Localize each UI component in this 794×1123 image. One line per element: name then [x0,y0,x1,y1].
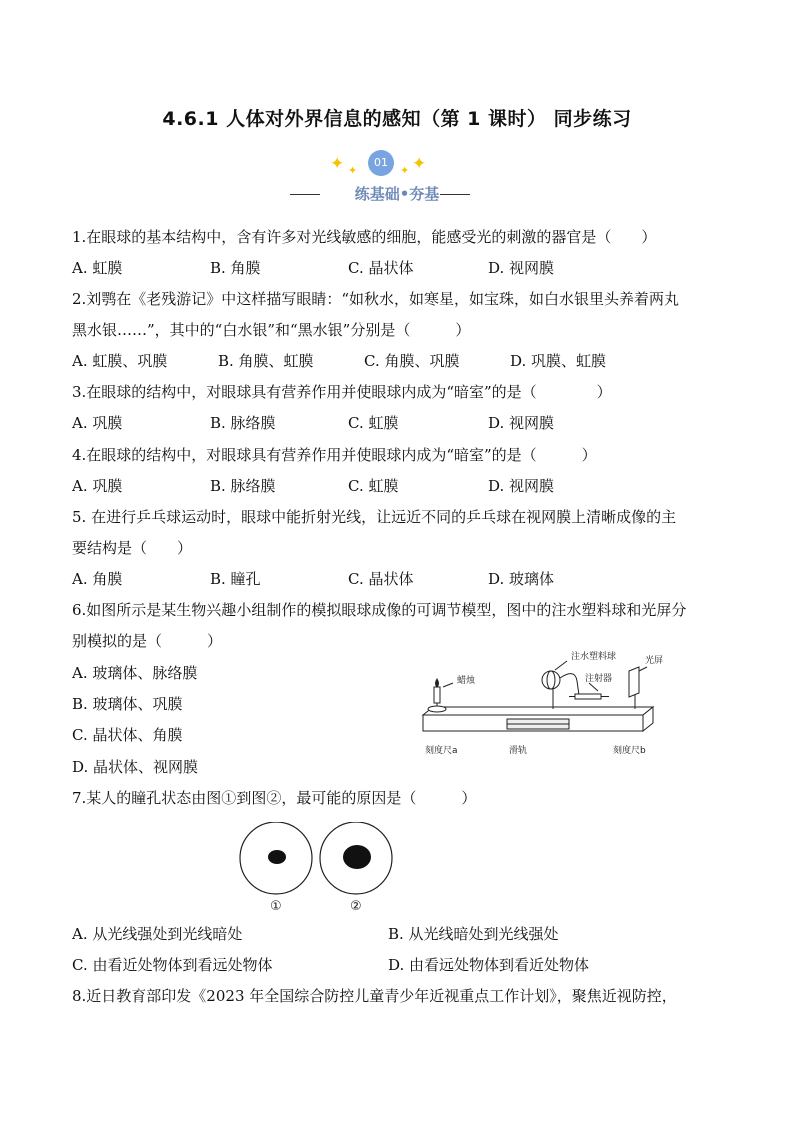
option-b: B. 脉络膜 [210,414,276,432]
option-a: A. 巩膜 [72,477,123,495]
option-c: C. 晶状体、角膜 [72,726,183,744]
option-a: A. 从光线强处到光线暗处 [72,925,243,943]
question-2-line-2: 黑水银……”，其中的“白水银”和“黑水银”分别是（ ） [72,321,471,339]
star-icon: ✦ [412,154,427,174]
label-track: 滑轨 [509,746,528,756]
option-d: D. 巩膜、虹膜 [510,352,607,370]
figure-label-1: ① [270,899,282,914]
question-1: 1.在眼球的基本结构中，含有许多对光线敏感的细胞，能感受光的刺激的器官是（ ） [72,228,657,246]
option-a: A. 虹膜 [72,259,123,277]
page-title: 4.6.1 人体对外界信息的感知（第 1 课时） 同步练习 [162,108,632,130]
option-d: D. 玻璃体 [488,570,555,588]
option-b: B. 玻璃体、巩膜 [72,695,183,713]
option-d: D. 视网膜 [488,259,555,277]
question-3: 3.在眼球的结构中，对眼球具有营养作用并使眼球内成为“暗室”的是（ ） [72,383,612,401]
option-c: C. 虹膜 [348,477,399,495]
option-a: A. 玻璃体、脉络膜 [72,664,198,682]
option-c: C. 由看近处物体到看远处物体 [72,956,273,974]
question-5-line-1: 5. 在进行乒乓球运动时，眼球中能折射光线，让远近不同的乒乓球在视网膜上清晰成像的主 [72,508,677,526]
option-b: B. 角膜 [210,259,261,277]
label-ruler-b: 刻度尺b [613,746,646,756]
question-6-line-2: 别模拟的是（ ） [72,632,223,650]
option-c: C. 晶状体 [348,570,414,588]
figure-label-2: ② [350,899,362,914]
option-c: C. 虹膜 [348,414,399,432]
section-label: 练基础•夯基 [354,185,440,203]
question-6-line-1: 6.如图所示是某生物兴趣小组制作的模拟眼球成像的可调节模型，图中的注水塑料球和光屏分 [72,601,687,619]
option-a: A. 巩膜 [72,414,123,432]
question-4: 4.在眼球的结构中，对眼球具有营养作用并使眼球内成为“暗室”的是（ ） [72,446,597,464]
option-a: A. 角膜 [72,570,123,588]
label-screen: 光屏 [645,656,664,666]
option-c: C. 晶状体 [348,259,414,277]
question-8: 8.近日教育部印发《2023 年全国综合防控儿童青少年近视重点工作计划》，聚焦近视防控， [72,987,677,1005]
divider [440,194,470,195]
option-d: D. 视网膜 [488,414,555,432]
option-b: B. 从光线暗处到光线强处 [388,925,559,943]
option-b: B. 角膜、虹膜 [218,352,314,370]
option-c: C. 角膜、巩膜 [364,352,460,370]
section-number: 01 [368,150,394,176]
label-ball: 注水塑料球 [571,652,617,662]
section-badge [330,148,430,182]
question-2-line-1: 2.刘鹗在《老残游记》中这样描写眼睛：“如秋水，如寒星，如宝珠，如白水银里头养着两丸 [72,290,679,308]
pupil-figure [238,822,400,916]
option-b: B. 瞳孔 [210,570,261,588]
label-syringe: 注射器 [585,674,613,684]
star-icon: ✦ [330,154,345,174]
option-a: A. 虹膜、巩膜 [72,352,168,370]
label-ruler-a: 刻度尺a [425,746,458,756]
question-5-line-2: 要结构是（ ） [72,539,193,557]
label-candle: 蜡烛 [457,676,476,686]
question-7: 7.某人的瞳孔状态由图①到图②，最可能的原因是（ ） [72,789,477,807]
star-icon: ✦ [348,164,358,177]
eye-model-figure [415,643,665,770]
option-d: D. 视网膜 [488,477,555,495]
option-b: B. 脉络膜 [210,477,276,495]
star-icon: ✦ [400,164,410,177]
option-d: D. 由看远处物体到看近处物体 [388,956,590,974]
option-d: D. 晶状体、视网膜 [72,758,199,776]
